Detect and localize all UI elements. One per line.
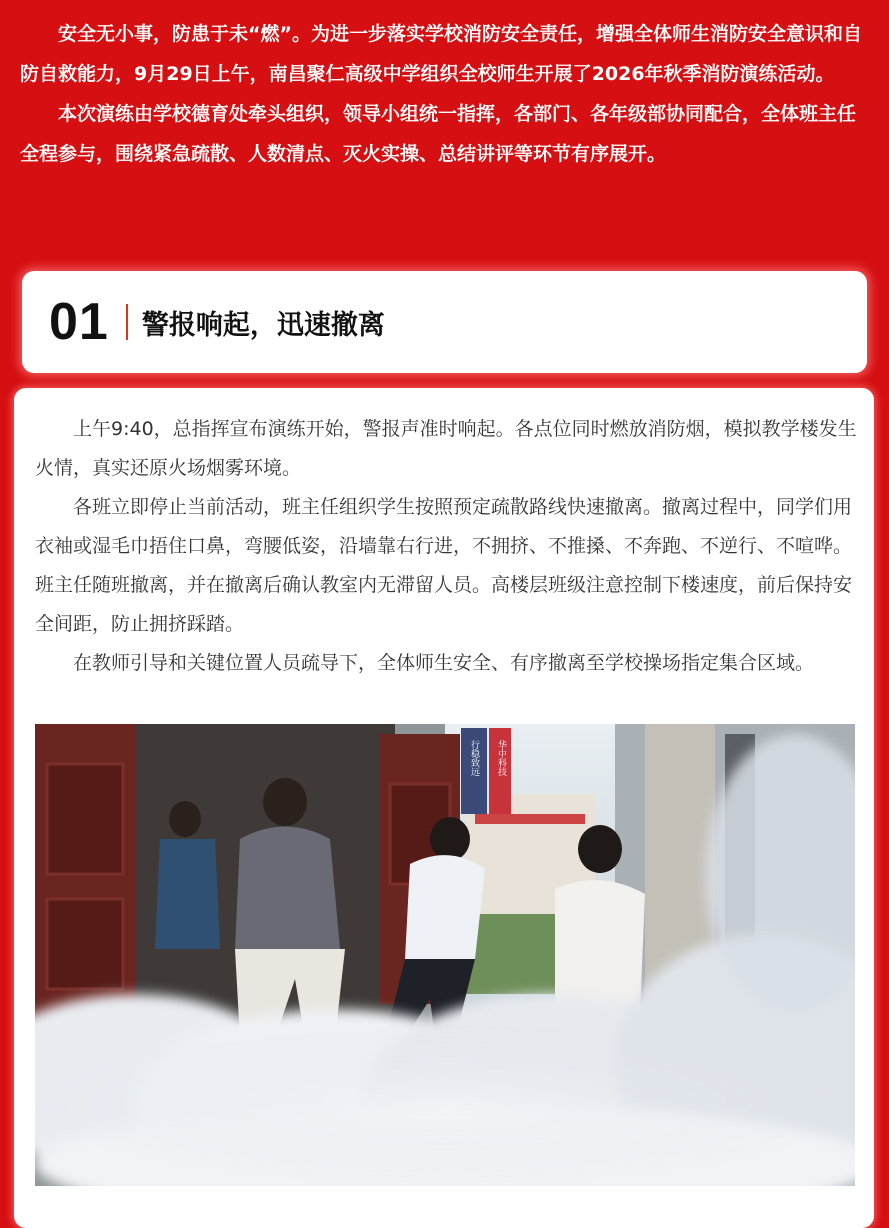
section-header-card (22, 271, 867, 373)
intro-paragraph-1: 安全无小事，防患于未“燃”。为进一步落实学校消防安全责任，增强全体师生消防安全意识和自防自救能力，9月29日上午，南昌聚仁高级中学组织全校师生开展了2026年秋季消防演练活动。 (20, 23, 862, 85)
signboard-text-2: 行稳致远 (469, 740, 479, 776)
section-number: 01 (49, 293, 109, 351)
content-paragraph-3: 在教师引导和关键位置人员疏导下，全体师生安全、有序撤离至学校操场指定集合区域。 (73, 652, 815, 674)
content-text (35, 410, 857, 683)
content-paragraph-2: 各班立即停止当前活动，班主任组织学生按照预定疏散路线快速撤离。撤离过程中，同学们用衣袖或湿毛巾捂住口鼻，弯腰低姿，沿墙靠右行进，不拥挤、不推搡、不奔跑、不逆行、不喧哗。班主任随班撤离，并在撤离后确认教室内无滞留人员。高楼层班级注意控制下楼速度，前后保持安全间距，防止拥挤踩踏。 (35, 496, 853, 635)
intro-text (20, 14, 872, 174)
intro-paragraph-2: 本次演练由学校德育处牵头组织，领导小组统一指挥，各部门、各年级部协同配合，全体班主任全程参与，围绕紧急疏散、人数清点、灭火实操、总结讲评等环节有序展开。 (20, 103, 857, 165)
campus-signboard (461, 728, 511, 814)
section-title: 警报响起，迅速撤离 (141, 309, 385, 341)
signboard-text-1: 华中科技 (496, 740, 506, 776)
content-paragraph-1: 上午9:40，总指挥宣布演练开始，警报声准时响起。各点位同时燃放消防烟，模拟教学楼发生火情，真实还原火场烟雾环境。 (35, 418, 857, 479)
section-divider (126, 304, 128, 340)
evacuation-photo (35, 724, 855, 1186)
